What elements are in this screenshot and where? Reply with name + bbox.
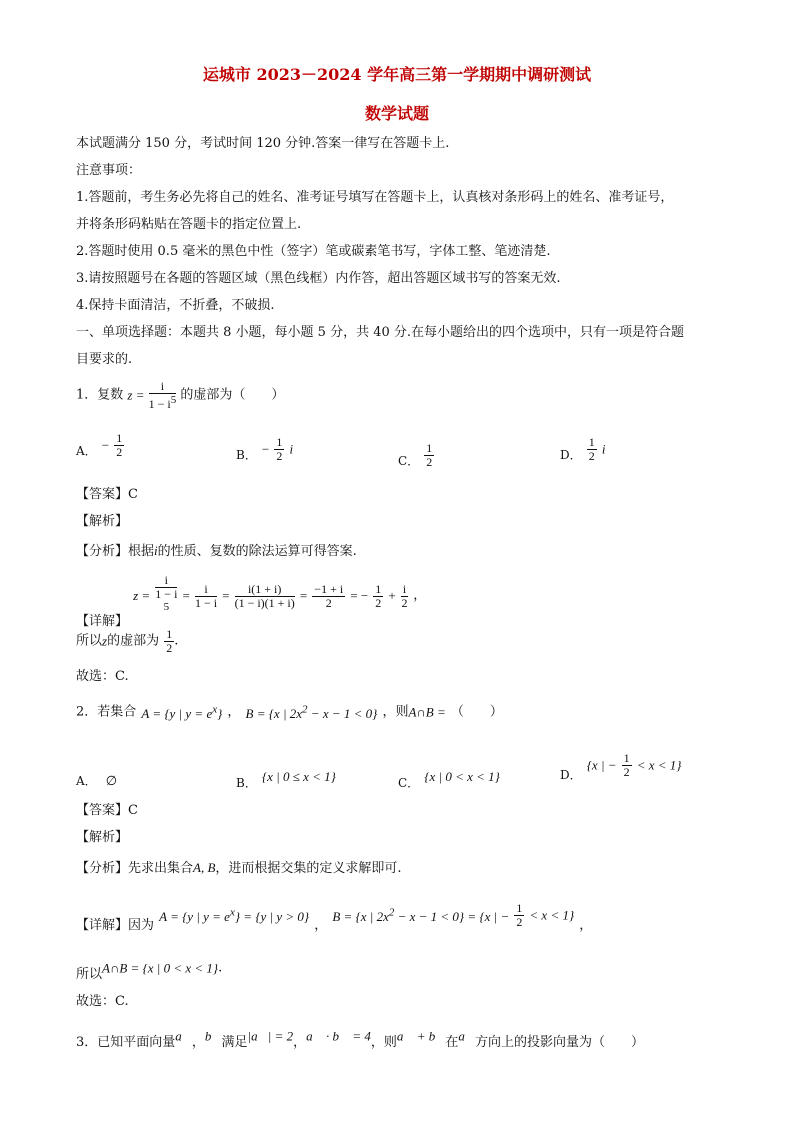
q2-paren: （ ） xyxy=(450,704,503,720)
q2-set-b-exp: 2 xyxy=(302,703,308,716)
q2-mid: ， xyxy=(227,704,241,720)
q2-option-a-value: ∅ xyxy=(105,773,118,788)
option-c-fraction xyxy=(424,442,434,469)
q1-detail-label: 【详解】 xyxy=(76,614,129,629)
q2-so: 所以 xyxy=(76,966,103,982)
q1-detail-frac-1 xyxy=(155,574,177,618)
q2-detail-comma: ， xyxy=(314,917,328,933)
q1-suffix: 的虚部为（ ） xyxy=(180,387,285,403)
q2-detail-num: 1 xyxy=(516,901,523,915)
q2-option-b[interactable] xyxy=(236,766,336,790)
q2-option-d-post: < x < 1} xyxy=(636,757,682,773)
q1-detail-frac-3 xyxy=(235,583,295,610)
q1-so-fraction xyxy=(164,628,174,655)
q2-analysis-a: 【分析】先求出集合 xyxy=(76,861,194,876)
question-3-stem xyxy=(76,1026,645,1050)
option-d-den: 2 xyxy=(588,449,595,463)
option-b-fraction xyxy=(274,436,284,463)
q2-detail-b-text: B = {x | 2x xyxy=(332,908,389,924)
option-a-sign: − xyxy=(101,437,110,453)
q1-option-d[interactable] xyxy=(560,436,605,463)
section-heading-a: 一、单项选择题：本题共 8 小题，每小题 5 分，共 40 分.在每小题给出的四个选项中，只有一项是符合题 xyxy=(76,325,685,340)
q1-detail-frac-5 xyxy=(373,583,383,610)
q2-detail-a-text: A = {y | y = e xyxy=(159,908,230,924)
q2-detail-set-a xyxy=(159,906,310,924)
q1-conclusion xyxy=(76,628,178,655)
option-b-unit: i xyxy=(289,441,294,457)
q1-detail-eq-1: = xyxy=(182,588,190,603)
q2-option-c[interactable] xyxy=(398,766,500,790)
q2-option-b-label: B． xyxy=(236,776,257,790)
option-c-label: C． xyxy=(398,454,420,468)
q1-frac-num: i xyxy=(149,380,177,394)
q1-detail-frac-2 xyxy=(195,583,217,610)
q1-so-num: 1 xyxy=(166,627,173,641)
option-a-label: A． xyxy=(76,444,97,458)
intro-line: 本试题满分 150 分，考试时间 120 分钟.答案一律写在答题卡上. xyxy=(76,136,450,151)
q2-option-a[interactable] xyxy=(76,770,117,789)
q1-detail-eq-3: = xyxy=(299,588,308,603)
q3-then: ，则 xyxy=(370,1034,397,1050)
q3-tail: 方向上的投影向量为（ ） xyxy=(475,1034,645,1050)
q2-detail-comma-2: ， xyxy=(579,917,593,933)
q1-detail-frac-2-num: i xyxy=(195,583,217,597)
q1-lhs: z = xyxy=(127,387,145,403)
q2-detail-label: 【详解】因为 xyxy=(76,917,155,933)
q2-analysis-title: 【解析】 xyxy=(76,830,129,845)
option-b-sign: − xyxy=(261,441,270,457)
q1-detail-frac-2-den: 1 − i xyxy=(194,595,218,610)
question-2-stem xyxy=(76,702,503,722)
q2-analysis-ab: A, B xyxy=(193,860,216,875)
q2-detail-a-end: } = {y | y > 0} xyxy=(234,908,310,924)
q2-option-d[interactable] xyxy=(560,751,682,782)
option-d-fraction xyxy=(587,436,597,463)
q2-answer: 【答案】C xyxy=(76,803,138,818)
q2-prefix: 2．若集合 xyxy=(76,704,137,720)
notice-item-4: 4.保持卡面清洁，不折叠，不破损. xyxy=(76,298,275,313)
q1-detail-frac-3-den: (1 − i)(1 + i) xyxy=(234,595,295,610)
q1-detail xyxy=(76,573,427,629)
q1-detail-frac-4-num: −1 + i xyxy=(314,581,344,596)
q2-intersection: A∩B = xyxy=(408,704,446,720)
q3-on: 在 xyxy=(445,1034,459,1050)
q1-detail-frac-4 xyxy=(312,583,345,610)
q1-detail-frac-5-num: 1 xyxy=(375,581,382,596)
q3-sum: a⃗ + b⃗ xyxy=(396,1028,446,1044)
q3-sep-2: ， xyxy=(293,1034,307,1050)
q3-vec-b: b⃗ xyxy=(204,1028,222,1044)
q2-option-d-pre: {x | − xyxy=(586,757,617,773)
option-c-num: 1 xyxy=(426,441,433,455)
q1-detail-frac-4-den: 2 xyxy=(325,595,332,610)
notice-item-2: 2.答题时使用 0.5 毫米的黑色中性（签字）笔或碳素笔书写，字体工整、笔迹清楚. xyxy=(76,244,551,259)
notice-title: 注意事项： xyxy=(76,163,142,178)
q1-analysis-b: 的性质、复数的除法运算可得答案. xyxy=(157,544,357,559)
q2-detail-den: 2 xyxy=(516,915,523,929)
q1-detail-frac-1-num: i xyxy=(155,574,177,588)
q1-option-b[interactable] xyxy=(236,436,293,463)
q2-detail-b-mid: − x − 1 < 0} = {x | − xyxy=(394,908,510,924)
q3-vec-a-2: a⃗ xyxy=(458,1028,476,1044)
q2-option-a-label: A． xyxy=(76,774,97,788)
q1-so-a: 所以 xyxy=(76,633,103,649)
option-b-num: 1 xyxy=(276,435,283,449)
q2-option-d-den: 2 xyxy=(623,765,630,779)
exam-subtitle: 数学试题 xyxy=(364,104,429,123)
q1-fraction xyxy=(149,380,177,411)
q2-detail-b-exp: 2 xyxy=(388,906,395,919)
q3-satisfy: 满足 xyxy=(221,1034,248,1050)
q1-detail-frac-6-den: 2 xyxy=(401,595,408,610)
exam-title: 运城市 2023－2024 学年高三第一学期期中调研测试 xyxy=(202,65,592,84)
q1-frac-den-exp: 5 xyxy=(170,394,177,406)
q2-option-c-label: C． xyxy=(398,776,420,790)
q1-detail-frac-6-num: i xyxy=(402,581,407,596)
option-b-label: B． xyxy=(236,448,257,462)
q2-detail-b-end: < x < 1} xyxy=(529,907,575,923)
q1-detail-comma: ， xyxy=(413,588,427,603)
q1-analysis-a: 【分析】根据 xyxy=(76,544,155,559)
section-heading-b: 目要求的. xyxy=(76,352,133,367)
q1-detail-frac-3-num: i(1 + i) xyxy=(235,583,295,597)
q3-sep-1: ， xyxy=(191,1034,205,1050)
q2-so-expr: A∩B = {x | 0 < x < 1} xyxy=(102,960,219,976)
q1-option-a[interactable] xyxy=(76,432,124,459)
q1-detail-lhs: z = xyxy=(133,588,151,603)
q2-option-b-value: {x | 0 ≤ x < 1} xyxy=(261,769,336,784)
notice-item-3: 3.请按照题号在各题的答题区域（黑色线框）内作答，超出答题区域书写的答案无效. xyxy=(76,271,561,286)
q1-detail-frac-6 xyxy=(401,583,408,610)
q2-detail xyxy=(76,901,593,933)
option-a-num: 1 xyxy=(116,431,123,445)
q1-option-c[interactable] xyxy=(398,442,434,469)
q1-answer: 【答案】C xyxy=(76,487,138,502)
q1-choose: 故选：C. xyxy=(76,669,129,684)
q2-so-end: . xyxy=(218,960,223,976)
q2-choose: 故选：C. xyxy=(76,994,129,1009)
option-d-num: 1 xyxy=(588,435,595,449)
q1-prefix: 1．复数 xyxy=(76,387,124,403)
option-b-den: 2 xyxy=(276,449,283,463)
q2-option-d-num: 1 xyxy=(623,751,630,765)
q2-analysis xyxy=(76,860,402,877)
q2-conclusion xyxy=(76,958,223,982)
option-c-den: 2 xyxy=(426,455,433,469)
q1-so-b: 的虚部为 xyxy=(107,633,160,649)
q1-detail-frac-1-den: 1 − i xyxy=(155,587,178,601)
q2-then: ，则 xyxy=(382,704,409,720)
q2-option-c-value: {x | 0 < x < 1} xyxy=(424,769,500,784)
q2-set-a-text: A = {y | y = e xyxy=(141,705,213,721)
q1-analysis-title: 【解析】 xyxy=(76,514,129,529)
q1-analysis-i: i xyxy=(154,543,158,558)
q2-detail-set-b xyxy=(332,906,510,924)
q2-set-b xyxy=(245,703,378,721)
q2-option-d-fraction xyxy=(622,752,632,779)
q3-vec-a: a⃗ xyxy=(175,1028,192,1044)
q2-set-a-exp: x xyxy=(212,703,218,716)
q2-set-a xyxy=(141,703,223,721)
q1-so-den: 2 xyxy=(166,641,173,655)
q2-option-d-label: D． xyxy=(560,768,582,782)
option-d-label: D． xyxy=(560,448,582,462)
q3-cond-2: a⃗ · b⃗ = 4 xyxy=(306,1028,371,1044)
option-d-unit: i xyxy=(601,441,606,457)
q1-detail-eq-2: = xyxy=(222,588,230,603)
q2-analysis-b: ，进而根据交集的定义求解即可. xyxy=(215,861,402,876)
notice-item-1b: 并将条形码粘贴在答题卡的指定位置上. xyxy=(76,217,302,232)
notice-item-1a: 1.答题前，考生务必先将自己的姓名、准考证号填写在答题卡上，认真核对条形码上的姓名、准考证号， xyxy=(76,190,674,205)
option-a-fraction xyxy=(114,432,124,459)
q1-detail-eq-neg: = − xyxy=(350,588,369,603)
option-a-den: 2 xyxy=(116,445,123,459)
q2-set-b-text: B = {x | 2x xyxy=(245,705,303,721)
q1-detail-frac-5-den: 2 xyxy=(375,595,382,610)
q3-prefix: 3．已知平面向量 xyxy=(76,1034,176,1050)
q1-frac-den: 1 − i xyxy=(148,397,171,411)
q2-set-a-end: } xyxy=(217,705,223,721)
q1-so-z: z xyxy=(102,633,108,649)
q2-detail-fraction xyxy=(514,902,524,929)
question-1-stem xyxy=(76,380,284,411)
q1-detail-plus: + xyxy=(388,588,396,603)
q2-set-b-end: − x − 1 < 0} xyxy=(307,705,378,721)
q1-analysis xyxy=(76,543,357,560)
q1-detail-frac-1-exp: 5 xyxy=(163,601,170,613)
q2-detail-a-exp: x xyxy=(229,906,235,919)
q3-cond-1: |a⃗| = 2 xyxy=(247,1028,294,1044)
q1-so-end: . xyxy=(174,633,179,649)
